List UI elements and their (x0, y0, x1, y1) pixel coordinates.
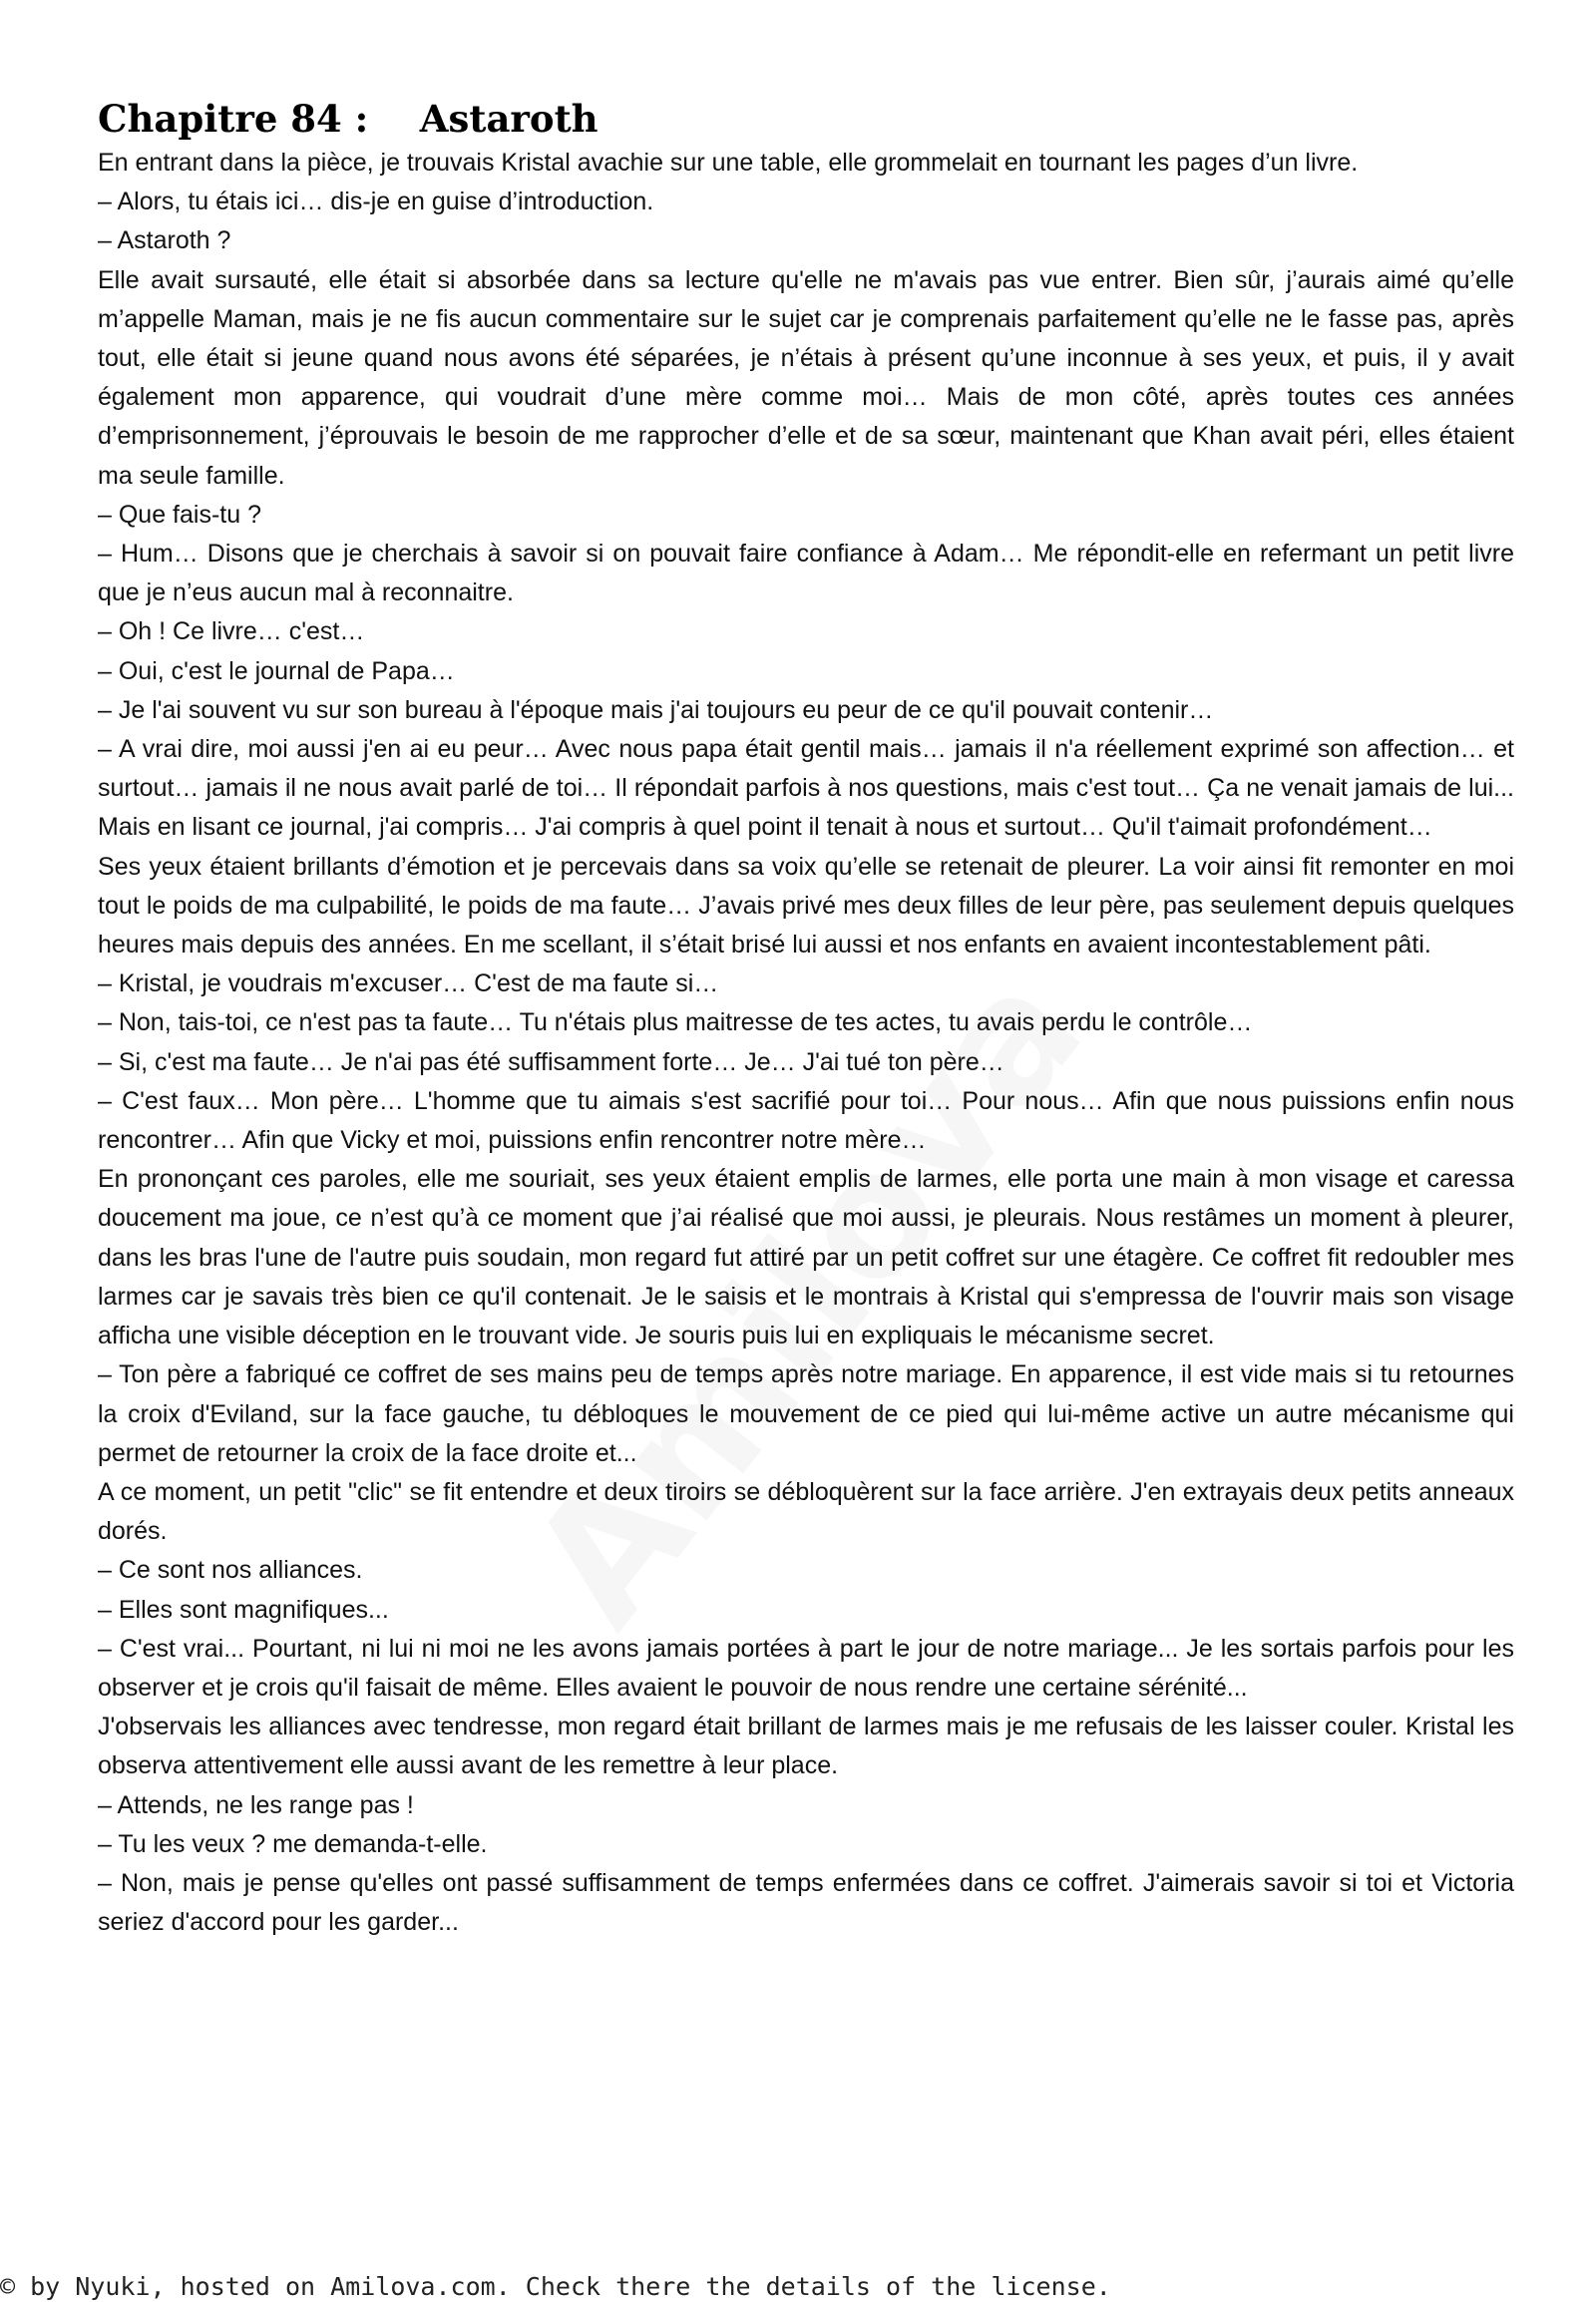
paragraph: – Oh ! Ce livre… c'est… (98, 617, 365, 646)
chapter-body (98, 144, 1514, 1942)
chapter-title: Chapitre 84 : Astaroth (98, 97, 598, 141)
paragraph: – Astaroth ? (98, 226, 231, 255)
paragraph: – Attends, ne les range pas ! (98, 1790, 414, 1819)
paragraph: – Alors, tu étais ici… dis-je en guise d’introduction. (98, 188, 654, 216)
paragraph: – C'est faux… Mon père… L'homme que tu aimais s'est sacrifié pour toi… Pour nous… Afin que nous puissions enfin nous rencontrer… Afin que Vicky et moi, puissions enfin rencontrer notre mère… (98, 1086, 1514, 1155)
paragraph: – Kristal, je voudrais m'excuser… C'est de ma faute si… (98, 969, 719, 998)
paragraph: – A vrai dire, moi aussi j'en ai eu peur… Avec nous papa était gentil mais… jamais il n'a réellement exprimé son affection… et surtout… jamais il ne nous avait parlé de toi… Il répondait parfois à nos questions, mais c'est tout… Ça ne venait jamais de lui... Mais en lisant ce journal, j'ai compris… J'ai compris à quel point il tenait à nous et surtout… Qu'il t'aimait profondément… (98, 735, 1514, 842)
paragraph: – Non, mais je pense qu'elles ont passé suffisamment de temps enfermées dans ce coffret. J'aimerais savoir si toi et Victoria seriez d'accord pour les garder... (98, 1868, 1514, 1937)
paragraph: Elle avait sursauté, elle était si absorbée dans sa lecture qu'elle ne m'avais pas vue entrer. Bien sûr, j’aurais aimé qu’elle m’appelle Maman, mais je ne fis aucun commentaire sur le sujet car je comprenais parfaitement qu’elle ne le fasse pas, après tout, elle était si jeune quand nous avons été séparées, je n’étais à présent qu’une inconnue à ses yeux, et puis, il y avait également mon apparence, qui voudrait d’une mère comme moi… Mais de mon côté, après toutes ces années d’emprisonnement, j’éprouvais le besoin de me rapprocher d’elle et de sa sœur, maintenant que Khan avait péri, elles étaient ma seule famille. (98, 265, 1514, 490)
paragraph: – Non, tais-toi, ce n'est pas ta faute… Tu n'étais plus maitresse de tes actes, tu avais perdu le contrôle… (98, 1008, 1253, 1037)
paragraph: – Ce sont nos alliances. (98, 1556, 363, 1585)
paragraph: – Hum… Disons que je cherchais à savoir si on pouvait faire confiance à Adam… Me répondit-elle en refermant un petit livre que je n’eus aucun mal à reconnaitre. (98, 540, 1514, 607)
document-page (98, 96, 1514, 1942)
paragraph: J'observais les alliances avec tendresse, mon regard était brillant de larmes mais je me refusais de les laisser couler. Kristal les observa attentivement elle aussi avant de les remettre à leur place. (98, 1713, 1514, 1780)
paragraph: A ce moment, un petit "clic" se fit entendre et deux tiroirs se débloquèrent sur la face arrière. J'en extrayais deux petits anneaux dorés. (98, 1477, 1514, 1546)
paragraph: Ses yeux étaient brillants d’émotion et je percevais dans sa voix qu’elle se retenait de pleurer. La voir ainsi fit remonter en moi tout le poids de ma culpabilité, le poids de ma faute… J’avais privé mes deux filles de leur père, pas seulement depuis quelques heures mais depuis des années. En me scellant, il s’était brisé lui aussi et nos enfants en avaient incontestablement pâti. (98, 852, 1514, 959)
paragraph: – Ton père a fabriqué ce coffret de ses mains peu de temps après notre mariage. En apparence, il est vide mais si tu retournes la croix d'Eviland, sur la face gauche, tu débloques le mouvement de ce pied qui lui-même active un autre mécanisme qui permet de retourner la croix de la face droite et... (98, 1360, 1514, 1467)
paragraph: En prononçant ces paroles, elle me souriait, ses yeux étaient emplis de larmes, elle porta une main à mon visage et caressa doucement ma joue, ce n’est qu’à ce moment que j’ai réalisé que moi aussi, je pleurais. Nous restâmes un moment à pleurer, dans les bras l'une de l'autre puis soudain, mon regard fut attiré par un petit coffret sur une étagère. Ce coffret fit redoubler mes larmes car je savais très bien ce qu'il contenait. Je le saisis et le montrais à Kristal qui s'empressa de l'ouvrir mais son visage afficha une visible déception en le trouvant vide. Je souris puis lui en expliquais le mécanisme secret. (98, 1165, 1514, 1350)
paragraph: – Je l'ai souvent vu sur son bureau à l'époque mais j'ai toujours eu peur de ce qu'il pouvait contenir… (98, 695, 1214, 724)
paragraph: – Oui, c'est le journal de Papa… (98, 656, 455, 685)
paragraph: – Elles sont magnifiques... (98, 1595, 389, 1624)
paragraph: En entrant dans la pièce, je trouvais Kristal avachie sur une table, elle grommelait en tournant les pages d’un livre. (98, 149, 1359, 177)
paragraph: – Tu les veux ? me demanda-t-elle. (98, 1829, 488, 1858)
paragraph: – Que fais-tu ? (98, 500, 261, 529)
paragraph: – Si, c'est ma faute… Je n'ai pas été suffisamment forte… Je… J'ai tué ton père… (98, 1047, 1004, 1076)
paragraph: – C'est vrai... Pourtant, ni lui ni moi ne les avons jamais portées à part le jour de notre mariage... Je les sortais parfois pour les observer et je crois qu'il faisait de même. Elles avaient le pouvoir de nous rendre une certaine sérénité... (98, 1634, 1514, 1702)
license-footer: © by Nyuki, hosted on Amilova.com. Check there the details of the license. (0, 2272, 1111, 2301)
